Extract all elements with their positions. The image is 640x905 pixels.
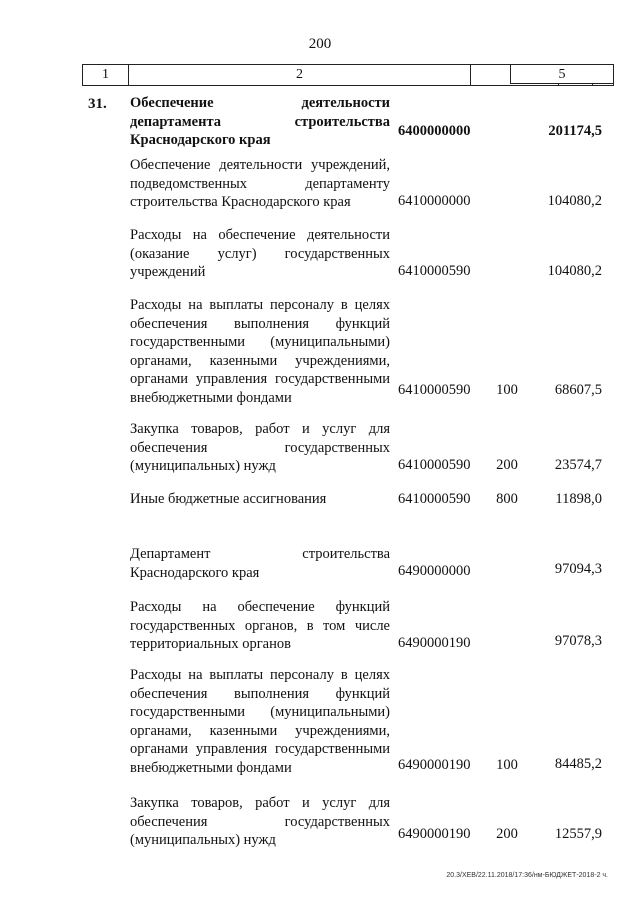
row-description: Департамент строительства Краснодарского края [130, 546, 390, 581]
row-description: Расходы на выплаты персоналу в целях обеспечения выполнения функций государственными (муниципальными) органами, казенными учреждениями, органами управления государственными внебюджетными фондами [130, 667, 390, 776]
row-amount: 12557,9 [554, 826, 602, 842]
column-header-5: 5 [510, 64, 614, 84]
row-amount: 201174,5 [548, 123, 602, 139]
row-amount: 68607,5 [554, 382, 602, 398]
item-number: 31. [88, 96, 107, 112]
row-amount: 84485,2 [554, 756, 602, 772]
row-amount: 23574,7 [554, 457, 602, 473]
document-footer-stamp: 20.3/ХЕВ/22.11.2018/17:36/нм-БЮДЖЕТ-2018-2 ч. [446, 872, 608, 879]
row-description: Расходы на обеспечение функций государственных органов, в том числе территориальных органов [130, 599, 390, 652]
row-amount: 104080,2 [547, 263, 602, 279]
row-code: 6410000000 [398, 193, 471, 209]
row-code: 6490000190 [398, 757, 471, 773]
column-header-1: 1 [82, 65, 128, 85]
row-expense-type: 200 [496, 826, 518, 842]
row-description: Обеспечение деятельности учреждений, подведомственных департаменту строительства Краснодарского края [130, 157, 390, 210]
row-amount: 97078,3 [554, 633, 602, 649]
row-code: 6400000000 [398, 123, 471, 139]
row-code: 6410000590 [398, 382, 471, 398]
row-amount: 97094,3 [554, 561, 602, 577]
row-code: 6410000590 [398, 491, 471, 507]
row-expense-type: 100 [496, 757, 518, 773]
column-header-2: 2 [128, 65, 470, 85]
row-code: 6490000000 [398, 563, 471, 579]
row-expense-type: 100 [496, 382, 518, 398]
row-expense-type: 200 [496, 457, 518, 473]
row-amount: 11898,0 [555, 491, 602, 507]
row-code: 6490000190 [398, 826, 471, 842]
row-description: Расходы на обеспечение деятельности (оказание услуг) государственных учреждений [130, 227, 390, 280]
row-description: Расходы на выплаты персоналу в целях обеспечения выполнения функций государственными (муниципальными) органами, казенными учреждениями, органами управления государственными внебюджетными фондами [130, 297, 390, 406]
page-number: 200 [308, 36, 332, 52]
row-code: 6490000190 [398, 635, 471, 651]
row-description: Обеспечение деятельности департамента строительства Краснодарского края [130, 95, 390, 148]
row-code: 6410000590 [398, 457, 471, 473]
row-code: 6410000590 [398, 263, 471, 279]
row-description: Иные бюджетные ассигнования [130, 491, 327, 507]
row-amount: 104080,2 [547, 193, 602, 209]
row-description: Закупка товаров, работ и услуг для обеспечения государственных (муниципальных) нужд [130, 795, 390, 848]
row-expense-type: 800 [496, 491, 518, 507]
row-description: Закупка товаров, работ и услуг для обеспечения государственных (муниципальных) нужд [130, 421, 390, 474]
